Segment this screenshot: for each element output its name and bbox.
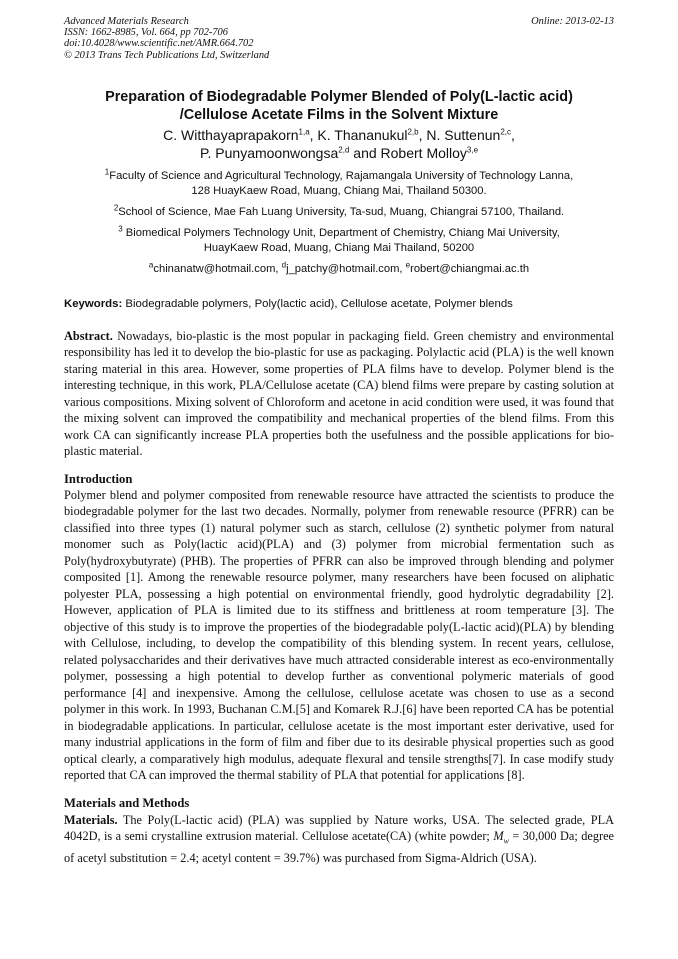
materials-text-1: The Poly(L-lactic acid) (PLA) was supplied by Nature works, USA. The selected grade, PLA 4042D, is a semi crystalline extrusion material. Cellulose acetate(CA) (white powder;: [64, 812, 614, 844]
affiliation-marker: 2: [113, 203, 119, 213]
email-address: chinanatw@hotmail.com,: [153, 262, 282, 275]
author-marker: 2,c: [500, 127, 511, 137]
keywords-text: Biodegradable polymers, Poly(lactic acid), Cellulose acetate, Polymer blends: [122, 297, 513, 310]
author-line-2: [64, 144, 614, 162]
title-line-1: Preparation of Biodegradable Polymer Blended of Poly(L-lactic acid): [105, 88, 573, 105]
affiliation-1: [64, 169, 614, 199]
title-line-2: /Cellulose Acetate Films in the Solvent Mixture: [179, 106, 499, 123]
journal-info: [64, 16, 269, 61]
affiliation-3: [64, 226, 614, 256]
affiliation-3-line-2: HuayKaew Road, Muang, Chiang Mai Thailand, 50200: [203, 241, 475, 254]
keywords-label: Keywords:: [64, 297, 123, 310]
author-name: and Robert Molloy: [349, 144, 467, 161]
email-address: j_patchy@hotmail.com,: [286, 262, 406, 275]
paper-page: [64, 16, 614, 867]
abstract: [64, 328, 614, 460]
molecular-weight-symbol: M: [493, 829, 504, 844]
author-marker: 2,b: [407, 127, 419, 137]
affiliation-text: Faculty of Science and Agricultural Technology, Rajamangala University of Technology Lanna,: [109, 169, 574, 182]
affiliation-2: [64, 205, 614, 220]
keywords: [64, 297, 614, 312]
journal-doi: doi:10.4028/www.scientific.net/AMR.664.702: [64, 38, 254, 50]
journal-name: Advanced Materials Research: [64, 16, 189, 27]
author-separator: ,: [510, 126, 515, 143]
affiliation-marker: 3: [118, 224, 123, 234]
author-name: P. Punyamoonwongsa: [199, 144, 339, 161]
affiliation-1-line-2: 128 HuayKaew Road, Muang, Chiang Mai, Thailand 50300.: [191, 184, 487, 197]
affiliation-marker: 1: [104, 167, 110, 177]
introduction-text: Polymer blend and polymer composited from renewable resource have attracted the scientists to produce the biodegradable polymer for the last two decades. Normally, polymer from renewable resource (PFRR) can be classified into three types (1) natural polymer such as starch, cellulose (2) synthetic polymer from natural monomer such as Poly(lactic acid)(PLA) and (3) polymer from microbial fermentation such as Poly(hydroxybutyrate) (PHB). The properties of PFRR can also be improved through blending and polymer composited [1]. Among the renewable resource polymer, many researchers have been focused on aliphatic polyester PLA, possessing a high potential on environmental friendly, good hydrolytic degradability [2]. However, application of PLA is limited due to its stiffness and brittleness at room temperature [3]. The objective of this study is to improve the properties of the biodegradable poly(L-lactic acid)(PLA) by blending with Cellulose, including, to develop the compatibility of this blending system. In recent years, cellulose, related polysaccharides and their derivatives have much attracted considerable interest as eco-environmentally polymer, possessing a high potential to develop further as conventional polymeric materials of good performance [4] and inexpensive. Among the cellulose, cellulose acetate was chosen to use as a second polymer in this work. In 1993, Buchanan C.M.[5] and Komarek R.J.[6] have been reported CA has be potential in biodegradable applications. In particular, cellulose acetate is the most important ester derivative, used for many industrial applications in the form of film and fiber due to its desirable physical properties such as good optical clearly, a comparatively high modulus, adequate flexural and tensile strengths[7]. In case modify study reported that CA can improved the thermal stability of PLA that potential for applications [8].: [64, 487, 614, 783]
author-marker: 3,e: [466, 145, 479, 155]
author-name: C. Witthayaprapakorn: [163, 126, 299, 143]
introduction-heading: Introduction: [64, 471, 133, 486]
author-name: , K. Thananukul: [309, 126, 408, 143]
materials-text-2: = 30,000 Da; degree of acetyl substitution = 2.4; acetyl content = 39.7%) was purchased from Sigma-Aldrich (USA).: [64, 829, 614, 866]
abstract-label: Abstract.: [64, 328, 113, 343]
journal-issn: ISSN: 1662-8985, Vol. 664, pp 702-706: [64, 27, 228, 39]
email-marker: e: [405, 260, 411, 270]
journal-copyright: © 2013 Trans Tech Publications Ltd, Switzerland: [64, 49, 270, 61]
affiliation-1-line-1: [64, 169, 614, 184]
author-emails: [64, 262, 614, 277]
affiliation-text: School of Science, Mae Fah Luang University, Ta-sud, Muang, Chiangrai 57100, Thailand.: [118, 205, 565, 218]
author-marker: 1,a: [298, 127, 310, 137]
affiliation-text: Biomedical Polymers Technology Unit, Department of Chemistry, Chiang Mai University,: [122, 226, 560, 239]
author-marker: 2,d: [338, 145, 350, 155]
online-date: Online: 2013-02-13: [531, 16, 614, 27]
email-address: robert@chiangmai.ac.th: [410, 262, 530, 275]
paper-title: [64, 88, 614, 124]
molecular-weight-subscript: w: [503, 836, 509, 846]
affiliation-3-line-1: [64, 226, 614, 241]
email-marker: a: [148, 260, 154, 270]
abstract-text: Nowadays, bio-plastic is the most popular in packaging field. Green chemistry and environmental responsibility has led it to develop the bio-plastic for use as packaging. Polylactic acid (PLA) is the well known staring material in this area. However, some properties of PLA films have to develop. Polymer blend is the interesting technique, in this work, PLA/Cellulose acetate (CA) blend films were prepare by casting solution at various compositions. Mixing solvent of Chloroform and acetone in acid condition were used, it was found that the mixing solvent can improved the compatibility and mechanical properties of the blend films. From this work CA can significantly increase PLA properties both the usefulness and the possible applications for bio-plastic material.: [64, 328, 614, 459]
author-list: [64, 126, 614, 162]
author-line-1: [64, 126, 614, 144]
materials-paragraph: [64, 812, 614, 867]
methods-heading: Materials and Methods: [64, 795, 190, 810]
materials-label: Materials.: [64, 812, 118, 827]
journal-header: [64, 16, 614, 61]
email-marker: d: [281, 260, 287, 270]
author-name: , N. Suttenun: [418, 126, 501, 143]
